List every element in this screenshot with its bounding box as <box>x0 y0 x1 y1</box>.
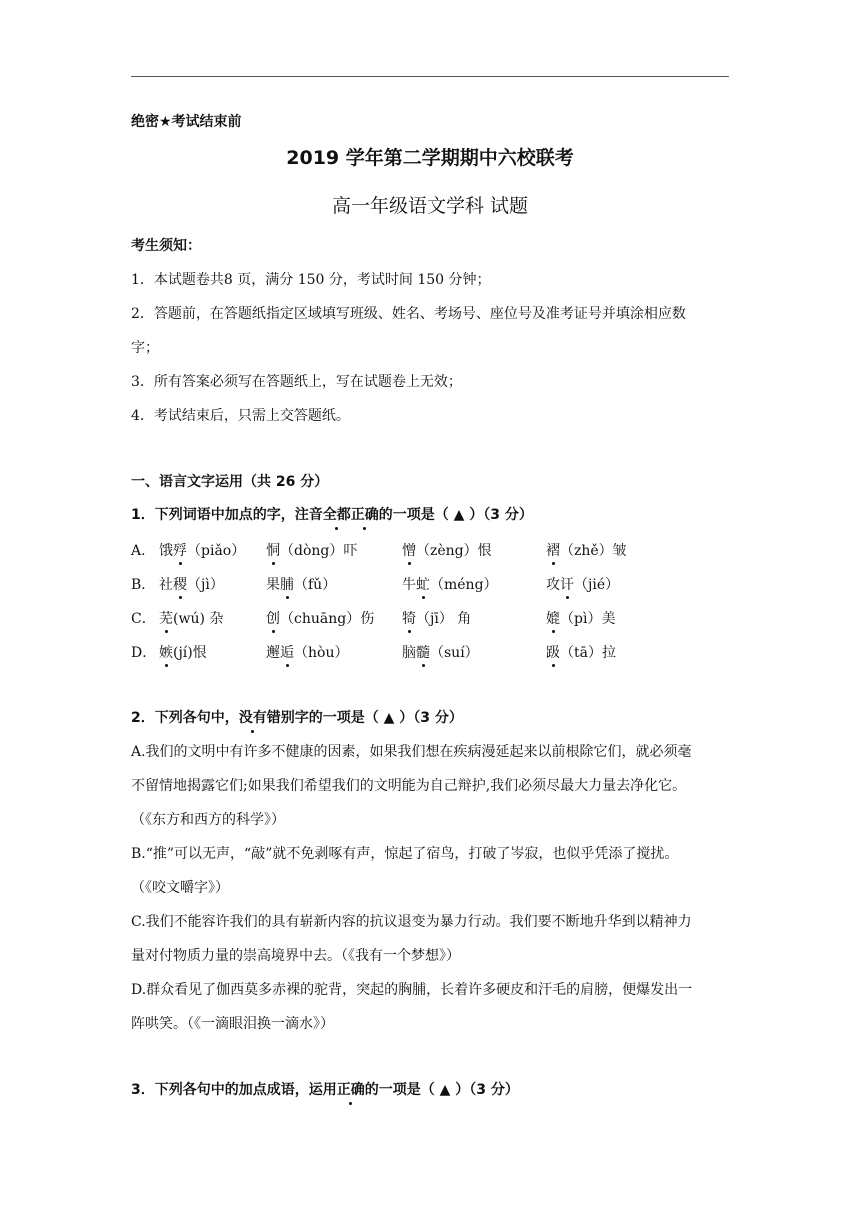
q3-dotted: 正确 <box>336 1082 365 1098</box>
notice-item-4: 4．考试结束后，只需上交答题纸。 <box>131 408 350 424</box>
option-label: D． <box>131 645 157 661</box>
option-word: 牛虻（méng） <box>402 574 498 594</box>
option-word: 恫（dòng）吓 <box>266 540 357 560</box>
q2-option-d-line-2: 阵哄笑。（《一滴眼泪换一滴水》） <box>131 1016 334 1032</box>
q2-option-d-line-1: D.群众看见了伽西莫多赤裸的驼背，突起的胸脯，长着许多硬皮和汗毛的肩膀，便爆发出一 <box>131 982 693 998</box>
option-label: A． <box>131 543 156 559</box>
q1-post: 的一项是（ ▲ ）（3 分） <box>378 507 533 523</box>
option-word: 嫉(jí)恨 <box>159 642 207 662</box>
q2-option-a-line-3: （《东方和西方的科学》） <box>131 812 285 828</box>
q1-pre: 1．下列词语中加点的字，注音 <box>131 507 323 523</box>
q2-dotted: 没有 <box>238 710 267 726</box>
option-word: 褶（zhě）皱 <box>546 540 627 560</box>
option-word: 媲（pì）美 <box>546 608 615 628</box>
option-word: 犄（jī） 角 <box>402 608 471 628</box>
notice-item-3: 3．所有答案必须写在答题纸上，写在试题卷上无效； <box>131 374 462 390</box>
option-word: 创（chuāng）伤 <box>266 608 374 628</box>
option-word: 脑髓（suí） <box>402 642 479 662</box>
section-heading: 一、语言文字运用（共 26 分） <box>131 474 329 490</box>
notice-heading: 考生须知： <box>131 238 201 254</box>
exam-subtitle: 高一年级语文学科 试题 <box>331 195 529 217</box>
question-3-stem: 3．下列各句中的加点成语，运用正确的一项是（ ▲ ）（3 分） <box>131 1082 519 1098</box>
option-word: 邂逅（hòu） <box>266 642 348 662</box>
question-2-stem: 2．下列各句中，没有错别字的一项是（ ▲ ）（3 分） <box>131 710 463 726</box>
option-word: 果脯（fǔ） <box>266 574 336 594</box>
option-word: 社稷（jì） <box>159 574 224 594</box>
confidential-label: 绝密★考试结束前 <box>131 114 242 130</box>
q2-option-b-line-2: （《咬文嚼字》） <box>131 880 229 896</box>
q1-dotted-2: 正确 <box>350 507 379 523</box>
option-word: 芜(wú) 杂 <box>159 608 223 628</box>
notice-item-1: 1．本试题卷共8 页，满分 150 分，考试时间 150 分钟； <box>131 272 491 288</box>
q2-option-b-line-1: B.“推”可以无声，“敲”就不免剥啄有声，惊起了宿鸟，打破了岑寂，也似乎凭添了搅扰。 <box>131 846 679 862</box>
q2-option-c-line-1: C.我们不能容许我们的具有崭新内容的抗议退变为暴力行动。我们要不断地升华到以精神力 <box>131 914 692 930</box>
option-word: 攻讦（jié） <box>546 574 619 594</box>
option-word: 憎（zèng）恨 <box>402 540 492 560</box>
q2-option-c-line-2: 量对付物质力量的崇高境界中去。（《我有一个梦想》） <box>131 948 460 964</box>
exam-title: 2019 学年第二学期期中六校联考 <box>286 147 574 169</box>
option-label: B． <box>131 577 156 593</box>
option-label: C． <box>131 611 156 627</box>
notice-item-2-cont: 字； <box>131 340 159 356</box>
option-word: 趿（tā）拉 <box>546 642 616 662</box>
notice-item-2: 2．答题前，在答题纸指定区域填写班级、姓名、考场号、座位号及准考证号并填涂相应数 <box>131 306 686 322</box>
q1-dotted-1: 全都 <box>322 507 351 523</box>
question-1-stem <box>131 505 533 525</box>
option-word: 饿殍（piǎo） <box>159 540 245 560</box>
header-rule <box>131 76 729 77</box>
q2-option-a-line-1: A.我们的文明中有许多不健康的因素，如果我们想在疾病漫延起来以前根除它们，就必须毫 <box>131 744 692 760</box>
q2-option-a-line-2: 不留情地揭露它们;如果我们希望我们的文明能为自己辩护,我们必须尽最大力量去净化它。 <box>131 778 687 794</box>
